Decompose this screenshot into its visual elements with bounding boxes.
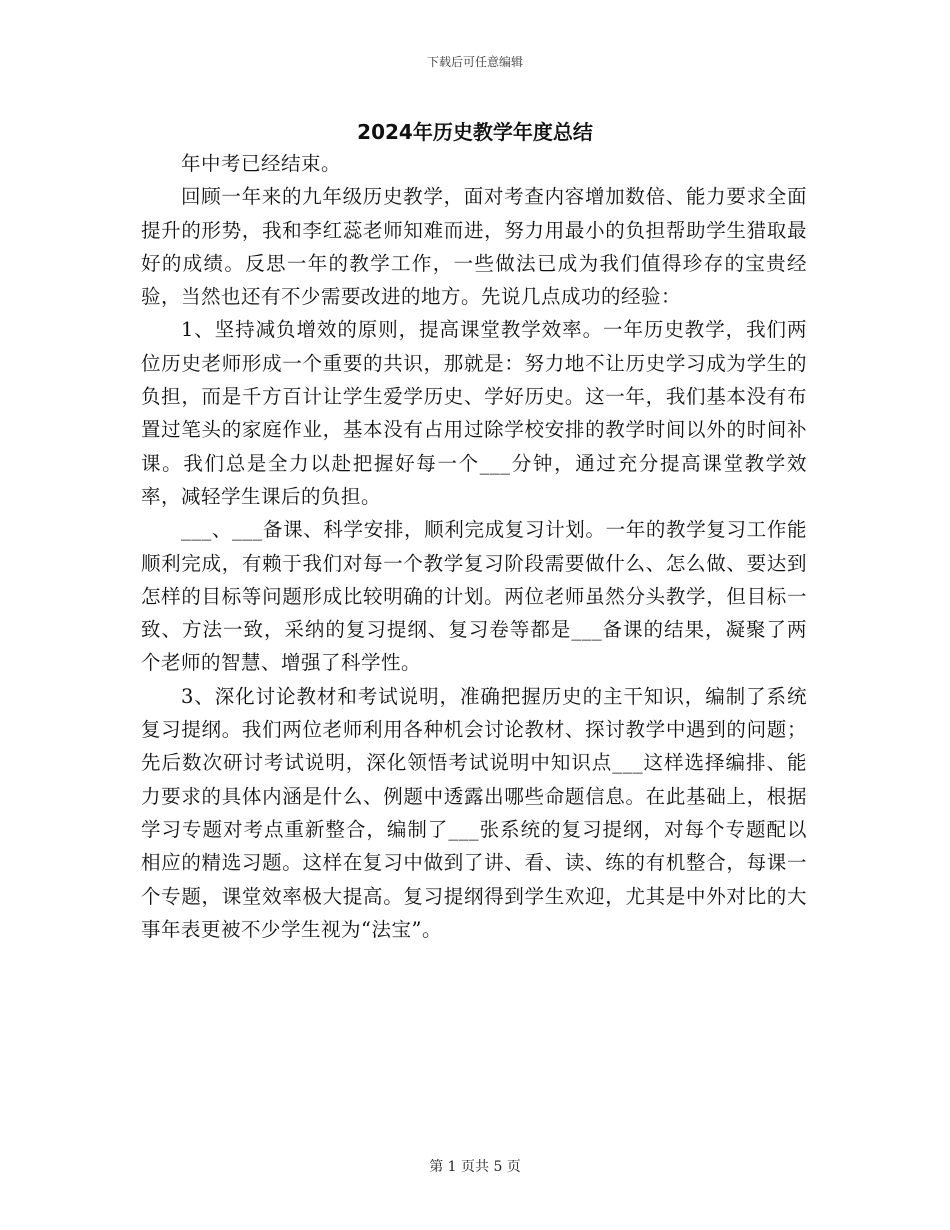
page-footer: 第 1 页共 5 页 xyxy=(429,1159,521,1175)
paragraph-point-3: 3、深化讨论教材和考试说明，准确把握历史的主干知识，编制了系统复习提纲。我们两位老师利用各种机会讨论教材、探讨教学中遇到的问题；先后数次研讨考试说明，深化领悟考试说明中知识点___这样选择编排、能力要求的具体内涵是什么、例题中透露出哪些命题信息。在此基础上，根据学习专题对考点重新整合，编制了___张系统的复习提纲，对每个专题配以相应的精选习题。这样在复习中做到了讲、看、读、练的有机整合，每课一个专题，课堂效率极大提高。复习提纲得到学生欢迎，尤其是中外对比的大事年表更被不少学生视为“法宝”。 xyxy=(141,684,807,941)
document-title: 2024年历史教学年度总结 xyxy=(357,120,593,144)
paragraph-point-2: ___、___备课、科学安排，顺利完成复习计划。一年的教学复习工作能顺利完成，有赖于我们对每一个教学复习阶段需要做什么、怎么做、要达到怎样的目标等问题形成比较明确的计划。两位老师虽然分头教学，但目标一致、方法一致，采纳的复习提纲、复习卷等都是___备课的结果，凝聚了两个老师的智慧、增强了科学性。 xyxy=(141,518,807,675)
document-body xyxy=(141,147,807,946)
paragraph-review: 回顾一年来的九年级历史教学，面对考查内容增加数倍、能力要求全面提升的形势，我和李红蕊老师知难而进，努力用最小的负担帮助学生猎取最好的成绩。反思一年的教学工作，一些做法已成为我们值得珍存的宝贵经验，当然也还有不少需要改进的地方。先说几点成功的经验： xyxy=(141,185,807,309)
paragraph-intro: 年中考已经结束。 xyxy=(180,152,341,175)
header-note: 下载后可任意编辑 xyxy=(426,55,523,69)
paragraph-point-1: 1、坚持减负增效的原则，提高课堂教学效率。一年历史教学，我们两位历史老师形成一个重要的共识，那就是：努力地不让历史学习成为学生的负担，而是千方百计让学生爱学历史、学好历史。这一年，我们基本没有布置过笔头的家庭作业，基本没有占用过除学校安排的教学时间以外的时间补课。我们总是全力以赴把握好每一个___分钟，通过充分提高课堂教学效率，减轻学生课后的负担。 xyxy=(141,318,807,508)
